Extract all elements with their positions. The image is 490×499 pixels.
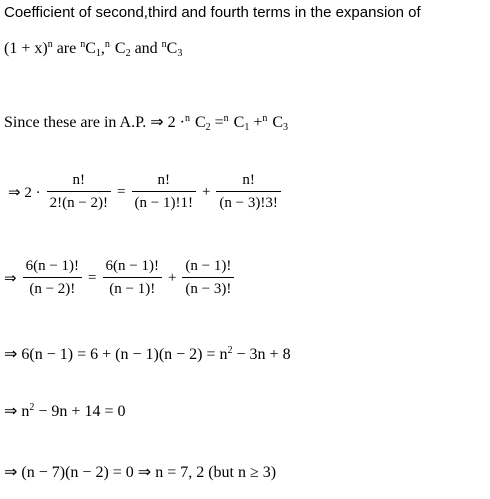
ap-equals: = xyxy=(214,114,224,131)
ap-sub-3: 3 xyxy=(283,122,289,133)
eq4-text-a: ⇒ n xyxy=(4,403,30,420)
eq2-fraction-1 xyxy=(23,258,82,298)
eq1-f2-numerator: n! xyxy=(132,172,196,192)
eq1-f3-numerator: n! xyxy=(216,172,280,192)
eq4-exponent: 2 xyxy=(29,402,35,413)
eq1-fraction-1 xyxy=(47,172,111,212)
eq2-f2-denominator: (n − 1)! xyxy=(109,281,156,297)
and-word: and xyxy=(134,40,158,57)
ap-sub-1: 2 xyxy=(205,122,211,133)
eq1-lead: ⇒ 2 · xyxy=(8,184,41,201)
ap-plus: + xyxy=(253,114,263,131)
equation-1 xyxy=(4,172,283,212)
eq2-fraction-2 xyxy=(103,258,162,298)
c1-subscript: 1 xyxy=(95,48,101,59)
ap-sup-3: n xyxy=(262,113,268,124)
eq4-text-b: − 9n + 14 = 0 xyxy=(38,403,126,420)
equation-3 xyxy=(4,344,291,364)
intro-text: Coefficient of second,third and fourth terms in the expansion of xyxy=(4,4,421,21)
ap-sup-1: n xyxy=(184,113,190,124)
eq1-f1-numerator: n! xyxy=(47,172,111,192)
ap-c-1: C xyxy=(194,114,206,131)
eq2-f3-denominator: (n − 3)! xyxy=(185,281,232,297)
eq2-lead: ⇒ xyxy=(4,270,17,287)
eq1-equals: = xyxy=(117,183,126,200)
eq3-text-b: − 3n + 8 xyxy=(236,346,291,363)
c1-superscript: n xyxy=(80,39,86,50)
intro-line-1 xyxy=(4,4,421,21)
c1-symbol: C xyxy=(85,40,96,57)
eq1-fraction-2 xyxy=(132,172,196,212)
eq3-text-a: ⇒ 6(n − 1) = 6 + (n − 1)(n − 2) = n xyxy=(4,346,228,363)
eq2-fraction-3 xyxy=(182,258,234,298)
ap-line xyxy=(4,112,288,132)
eq2-plus: + xyxy=(167,269,177,286)
eq1-plus: + xyxy=(201,183,211,200)
are-word: are xyxy=(56,40,77,57)
eq1-fraction-3 xyxy=(216,172,280,212)
c3-subscript: 3 xyxy=(177,48,183,59)
c3-symbol: C xyxy=(166,40,178,57)
intro-line-2 xyxy=(4,40,182,58)
eq2-f2-numerator: 6(n − 1)! xyxy=(103,258,162,278)
c2-symbol: C xyxy=(114,40,126,57)
eq1-f3-denominator: (n − 3)!3! xyxy=(219,195,278,211)
equation-5 xyxy=(4,462,276,482)
ap-c-2: C xyxy=(233,114,245,131)
ap-c-3: C xyxy=(272,114,284,131)
c3-superscript: n xyxy=(161,39,167,50)
eq2-f1-denominator: (n − 2)! xyxy=(29,281,76,297)
comma: , xyxy=(100,40,105,57)
equation-2 xyxy=(4,258,236,298)
eq2-f3-numerator: (n − 1)! xyxy=(182,258,234,278)
eq1-f1-denominator: 2!(n − 2)! xyxy=(49,195,109,211)
c2-superscript: n xyxy=(104,39,110,50)
expansion-term: (1 + x) xyxy=(4,40,48,57)
equation-4 xyxy=(4,401,125,421)
eq2-f1-numerator: 6(n − 1)! xyxy=(23,258,82,278)
expansion-exponent: n xyxy=(47,39,53,50)
ap-sup-2: n xyxy=(223,113,229,124)
c2-subscript: 2 xyxy=(125,48,131,59)
ap-text: Since these are in A.P. ⇒ 2 · xyxy=(4,114,185,131)
eq1-f2-denominator: (n − 1)!1! xyxy=(134,195,193,211)
eq2-equals: = xyxy=(88,269,97,286)
eq3-exponent: 2 xyxy=(227,345,233,356)
eq5-text: ⇒ (n − 7)(n − 2) = 0 ⇒ n = 7, 2 (but n ≥ 3) xyxy=(4,464,277,481)
ap-sub-2: 1 xyxy=(244,122,250,133)
